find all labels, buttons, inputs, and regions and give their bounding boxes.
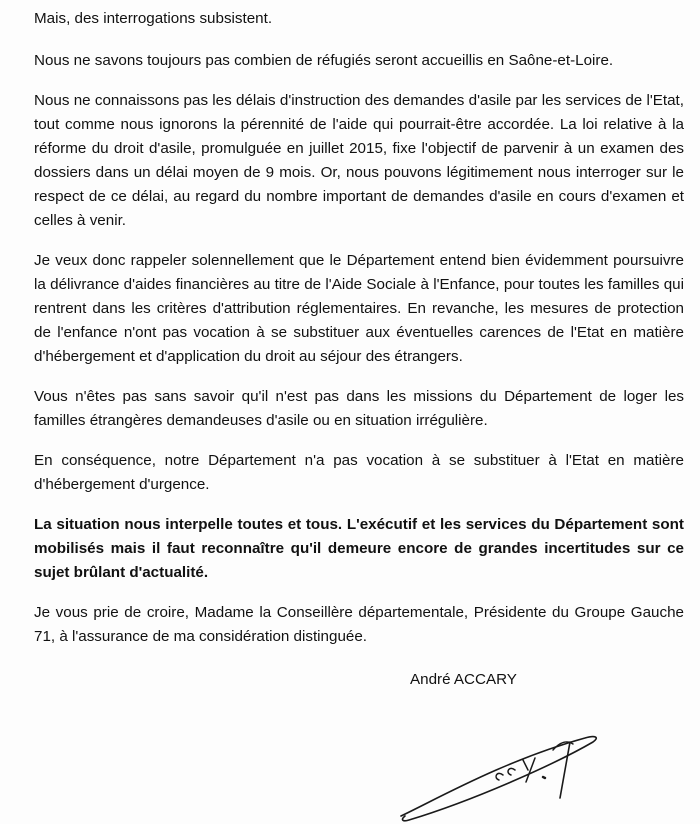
paragraph-department-missions: Vous n'êtes pas sans savoir qu'il n'est pas dans les missions du Département de loger les familles étrangères demandeuses d'asile ou en situation irrégulière. <box>34 388 684 429</box>
paragraph-refugees-count: Nous ne savons toujours pas combien de réfugiés seront accueillis en Saône-et-Loire. <box>34 52 614 69</box>
paragraph-situation-bold: La situation nous interpelle toutes et tous. L'exécutif et les services du Département sont mobilisés mais il faut reconnaître qu'il demeure encore de grandes incertitudes sur ce sujet brûlant d'actualité. <box>34 516 684 581</box>
paragraph-interrogations: Mais, des interrogations subsistent. <box>34 10 273 27</box>
paragraph-closing-formula: Je vous prie de croire, Madame la Conseillère départementale, Présidente du Groupe Gauche 71, à l'assurance de ma considération distinguée. <box>34 604 684 645</box>
paragraph-asylum-delays: Nous ne connaissons pas les délais d'instruction des demandes d'asile par les services de l'Etat, tout comme nous ignorons la pérennité de l'aide qui pourrait-être accordée. La loi relative à la réforme du droit d'asile, promulguée en juillet 2015, fixe l'objectif de parvenir à un examen des dossiers dans un délai moyen de 9 mois. Or, nous pouvons légitimement nous interroger sur le respect de ce délai, au regard du nombre important de demandes d'asile en cours d'examen et celles à venir. <box>34 92 684 229</box>
paragraph-emergency-housing: En conséquence, notre Département n'a pas vocation à se substituer à l'Etat en matière d'hébergement d'urgence. <box>34 452 684 493</box>
letter-body <box>34 7 684 665</box>
paragraph-child-welfare: Je veux donc rappeler solennellement que le Département entend bien évidemment poursuivre la délivrance d'aides financières au titre de l'Aide Sociale à l'Enfance, pour toutes les familles qui rentrent dans les critères d'attribution réglementaires. En revanche, les mesures de protection de l'enfance n'ont pas vocation à se substituer aux éventuelles carences de l'Etat en matière d'hébergement et d'application du droit au séjour des étrangers. <box>34 252 684 365</box>
signatory-name: André ACCARY <box>410 671 517 688</box>
handwritten-signature <box>395 720 605 824</box>
